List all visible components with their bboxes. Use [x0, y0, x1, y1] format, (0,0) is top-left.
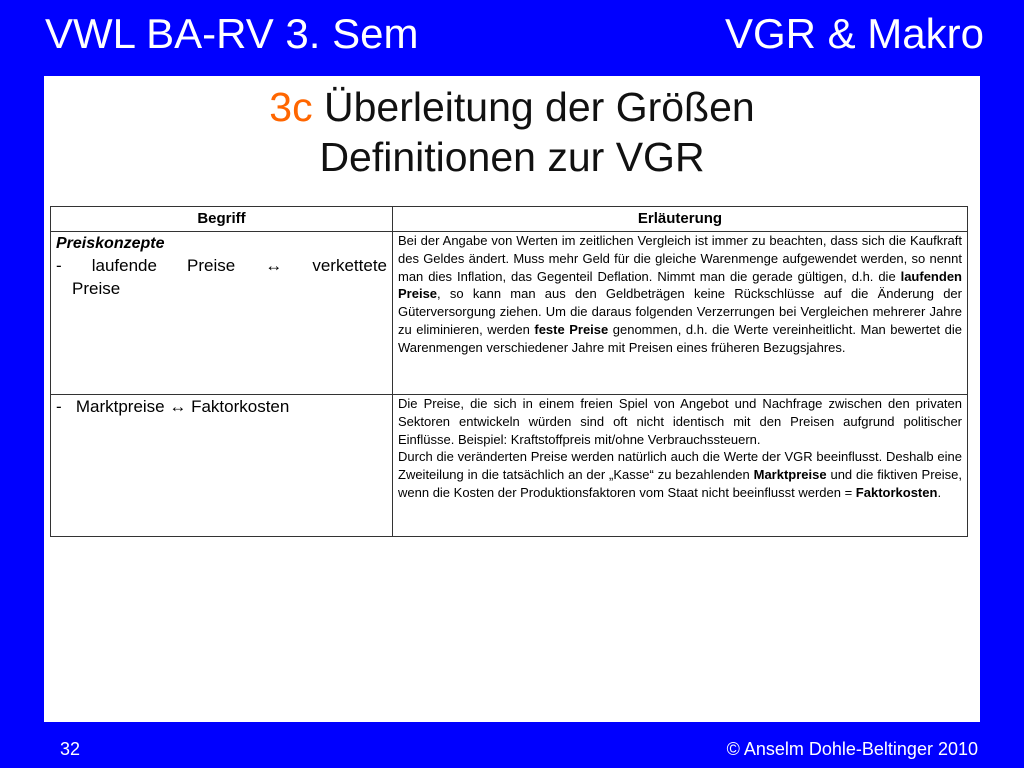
section-heading: Überleitung der Größen [312, 84, 755, 130]
term-group-heading: Preiskonzepte [56, 235, 165, 252]
explanation-cell [393, 395, 968, 537]
explanation-text: genommen, d.h. die Werte vereinheitlicht. Man bewertet die Warenmengen verschiedener Jahre mit Preisen eines früheren Bezugsjahres. [398, 321, 962, 355]
table-header-row [51, 207, 968, 232]
arrow-icon: ↔ [265, 256, 283, 275]
term-dash: - [56, 256, 62, 275]
term-word-a: laufende [91, 256, 157, 275]
explanation-text: Durch die veränderten Preise werden natürlich auch die Werte der VGR beeinflusst. Deshalb eine Zweiteilung in die tatsächlich an der „Kasse“ zu bezahlenden [398, 449, 962, 483]
term-word-c: verkettete [312, 256, 387, 275]
table-row [51, 395, 968, 537]
course-title: VWL BA-RV 3. Sem [45, 10, 419, 57]
explanation-paragraph [398, 448, 962, 501]
slide-title-line1 [44, 82, 980, 132]
explanation-bold: Marktpreise [753, 467, 827, 483]
column-header-term: Begriff [51, 207, 393, 232]
definitions-table [50, 206, 968, 537]
term-item: - Marktpreise ↔ Faktorkosten [56, 397, 290, 416]
explanation-text: Bei der Angabe von Werten im zeitlichen Vergleich ist immer zu beachten, dass sich die Kaufkraft des Geldes ändert. Muss mehr Geld für die gleiche Warenmenge aufgewendet werden, so nennt man dies Inflation, das Gegenteil Deflation. Nimmt man die gerade gültigen, d.h. die [398, 233, 962, 284]
term-cell [51, 232, 393, 395]
table-row [51, 232, 968, 395]
explanation-bold: laufenden Preise [398, 268, 962, 302]
term-item [56, 254, 387, 277]
page-number: 32 [60, 739, 81, 759]
slide-title-line2: Definitionen zur VGR [319, 134, 705, 180]
explanation-bold: Faktorkosten [855, 484, 938, 500]
term-cell [51, 395, 393, 537]
explanation-paragraph: Die Preise, die sich in einem freien Spiel von Angebot und Nachfrage zwischen den privaten Sektoren entwickeln würden sind oft nicht identisch mit den Preisen aufgrund politischer Einflüsse. Beispiel: Kraftstoffpreis mit/ohne Verbrauchssteuern. [398, 396, 962, 447]
copyright-notice: © Anselm Dohle-Beltinger 2010 [726, 739, 978, 759]
explanation-text: und die fiktiven Preise, wenn die Kosten der Produktionsfaktoren vom Staat nicht beeinflusst werden = [398, 467, 963, 500]
explanation-cell [393, 232, 968, 395]
explanation-text: , so kann man aus den Geldbeträgen keine Rückschlüsse auf die Änderung der Güterversorgung ziehen. Um die daraus folgenden Verzerrungen bei Vergleichen mehrerer Jahre zu eliminieren, werden [398, 286, 962, 337]
slide-content [44, 76, 980, 722]
topic-title: VGR & Makro [724, 10, 984, 57]
explanation-bold: feste Preise [534, 321, 609, 337]
column-header-explanation: Erläuterung [393, 207, 968, 232]
term-word-b: Preise [187, 256, 236, 275]
term-word-d: Preise [72, 279, 121, 298]
section-number: 3c [269, 84, 313, 130]
explanation-text: . [937, 484, 942, 500]
slide-title [44, 82, 980, 182]
